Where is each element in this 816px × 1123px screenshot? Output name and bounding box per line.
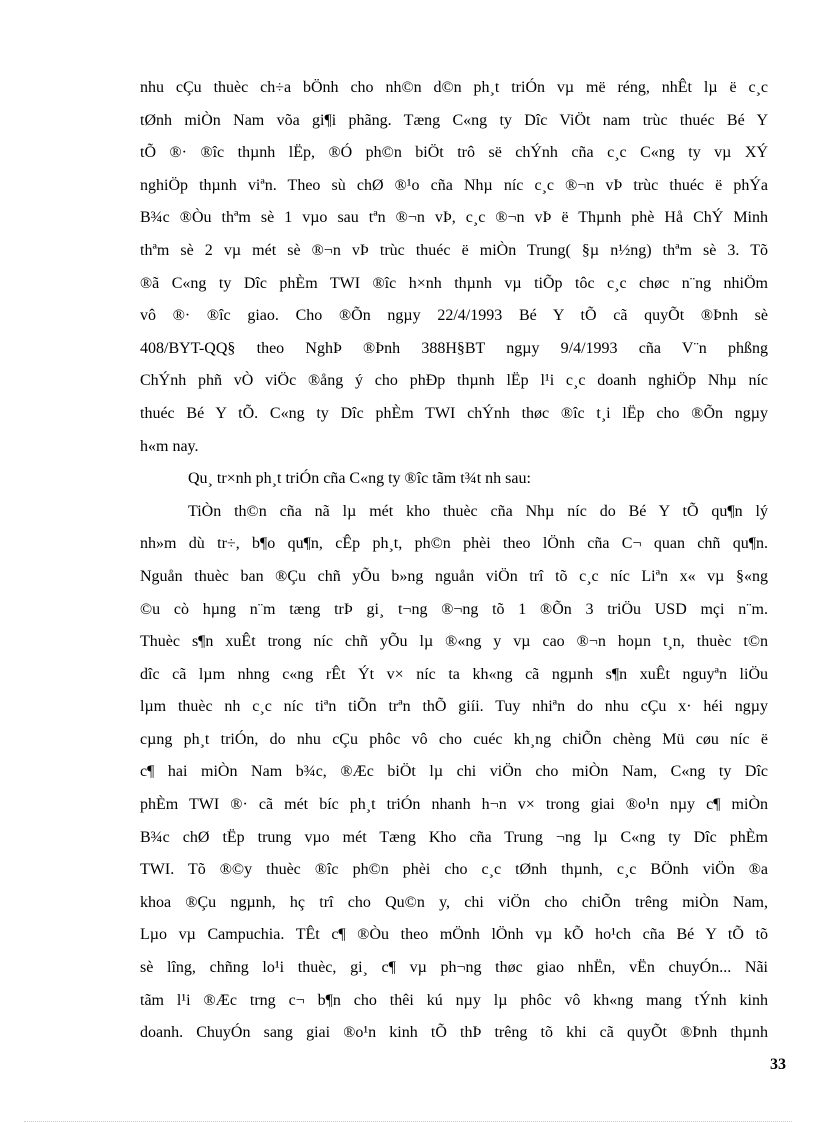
text-line: cµng ph¸t triÓn, do nhu cÇu phôc vô cho cuéc kh¸ng chiÕn chèng Mü cøu níc ë <box>140 730 768 748</box>
text-line: TiÒn th©n cña nã lµ mét kho thuèc cña Nhµ níc do Bé Y tÕ qu¶n lý <box>188 502 768 520</box>
text-line: sè lîng, chñng lo¹i thuèc, gi¸ c¶ vµ ph¬ng thøc giao nhËn, vËn chuyÓn... Nãi <box>140 959 768 977</box>
text-line: khoa ®Çu ngµnh, hç trî cho Qu©n y, chi viÖn cho chiÕn trêng miÒn Nam, <box>140 893 768 911</box>
text-line: vô ®· ®îc giao. Cho ®Õn ngµy 22/4/1993 Bé Y tÕ cã quyÕt ®Þnh sè <box>140 307 768 325</box>
text-line: B¾c chØ tËp trung vµo mét Tæng Kho cña Trung ¬ng lµ C«ng ty Dîc phÈm <box>140 828 768 846</box>
text-line: Thuèc s¶n xuÊt trong níc chñ yÕu lµ ®«ng y vµ cao ®¬n hoµn t¸n, thuèc t©n <box>140 633 768 651</box>
page-divider <box>24 1121 792 1122</box>
text-line: B¾c ®Òu thªm sè 1 vµo sau tªn ®¬n vÞ, c¸c ®¬n vÞ ë Thµnh phè Hå ChÝ Minh <box>140 209 768 227</box>
paragraph <box>140 496 768 1050</box>
text-line: tãm l¹i ®Æc trng c¬ b¶n cho thêi kú nµy lµ phôc vô kh«ng mang tÝnh kinh <box>140 991 768 1009</box>
text-line: nh»m dù tr÷, b¶o qu¶n, cÊp ph¸t, ph©n phèi theo lÖnh cña C¬ quan chñ qu¶n. <box>140 535 768 553</box>
text-line: phÈm TWI ®· cã mét bíc ph¸t triÓn nhanh h¬n v× trong giai ®o¹n nµy c¶ miÒn <box>140 796 768 814</box>
text-line: lµm thuèc nh c¸c níc tiªn tiÕn trªn thÕ giíi. Tuy nhiªn do nhu cÇu x· héi ngµy <box>140 698 768 716</box>
paragraph <box>140 463 768 496</box>
text-line: 408/BYT-QQ§ theo NghÞ ®Þnh 388H§BT ngµy 9/4/1993 cña V¨n phßng <box>140 339 768 357</box>
text-line: Nguån thuèc ban ®Çu chñ yÕu b»ng nguån viÖn trî tõ c¸c níc Liªn x« vµ §«ng <box>140 567 768 585</box>
text-line: nhu cÇu thuèc ch÷a bÖnh cho nh©n d©n ph¸t triÓn vµ më réng, nhÊt lµ ë c¸c <box>140 79 768 96</box>
text-line: thªm sè 2 vµ mét sè ®¬n vÞ trùc thuéc ë miÒn Trung( §µ n½ng) thªm sè 3. Tõ <box>140 241 768 259</box>
text-line: Qu¸ tr×nh ph¸t triÓn cña C«ng ty ®îc tãm t¾t nh sau: <box>188 470 531 488</box>
text-line: ®ã C«ng ty Dîc phÈm TWI ®îc h×nh thµnh vµ tiÕp tôc c¸c chøc n¨ng nhiÖm <box>140 274 768 292</box>
text-line: TWI. Tõ ®©y thuèc ®îc ph©n phèi cho c¸c tØnh thµnh, c¸c BÖnh viÖn ®a <box>140 861 768 879</box>
text-line: thuéc Bé Y tÕ. C«ng ty Dîc phÈm TWI chÝnh thøc ®îc t¸i lËp cho ®Õn ngµy <box>140 404 768 422</box>
paragraph <box>140 72 768 463</box>
text-line: Lµo vµ Campuchia. TÊt c¶ ®Òu theo mÖnh lÖnh vµ kÕ ho¹ch cña Bé Y tÕ tõ <box>140 926 768 944</box>
text-line: nghiÖp thµnh viªn. Theo sù chØ ®¹o cña Nhµ níc c¸c ®¬n vÞ trùc thuéc ë phÝa <box>140 176 768 194</box>
text-line: dîc cã lµm nhng c«ng rÊt Ýt v× níc ta kh«ng cã ngµnh s¶n xuÊt nguyªn liÖu <box>140 665 768 683</box>
text-line: ChÝnh phñ vÒ viÖc ®ång ý cho phÐp thµnh lËp l¹i c¸c doanh nghiÖp Nhµ níc <box>140 372 768 390</box>
text-line: tÕ ®· ®îc thµnh lËp, ®Ó ph©n biÖt trô së chÝnh cña c¸c C«ng ty vµ XÝ <box>140 144 768 162</box>
text-line: doanh. ChuyÓn sang giai ®o¹n kinh tÕ thÞ trêng tõ khi cã quyÕt ®Þnh thµnh <box>140 1024 768 1042</box>
page-number: 33 <box>770 1056 786 1073</box>
body-text <box>140 72 768 1050</box>
text-line: h«m nay. <box>140 437 199 455</box>
text-line: tØnh miÒn Nam võa gi¶i phãng. Tæng C«ng ty Dîc ViÖt nam trùc thuéc Bé Y <box>140 111 768 129</box>
text-line: ©u cò hµng n¨m tæng trÞ gi¸ t¬ng ®¬ng tõ 1 ®Õn 3 triÖu USD mçi n¨m. <box>140 600 768 618</box>
text-line: c¶ hai miÒn Nam b¾c, ®Æc biÖt lµ chi viÖn cho miÒn Nam, C«ng ty Dîc <box>140 763 768 781</box>
